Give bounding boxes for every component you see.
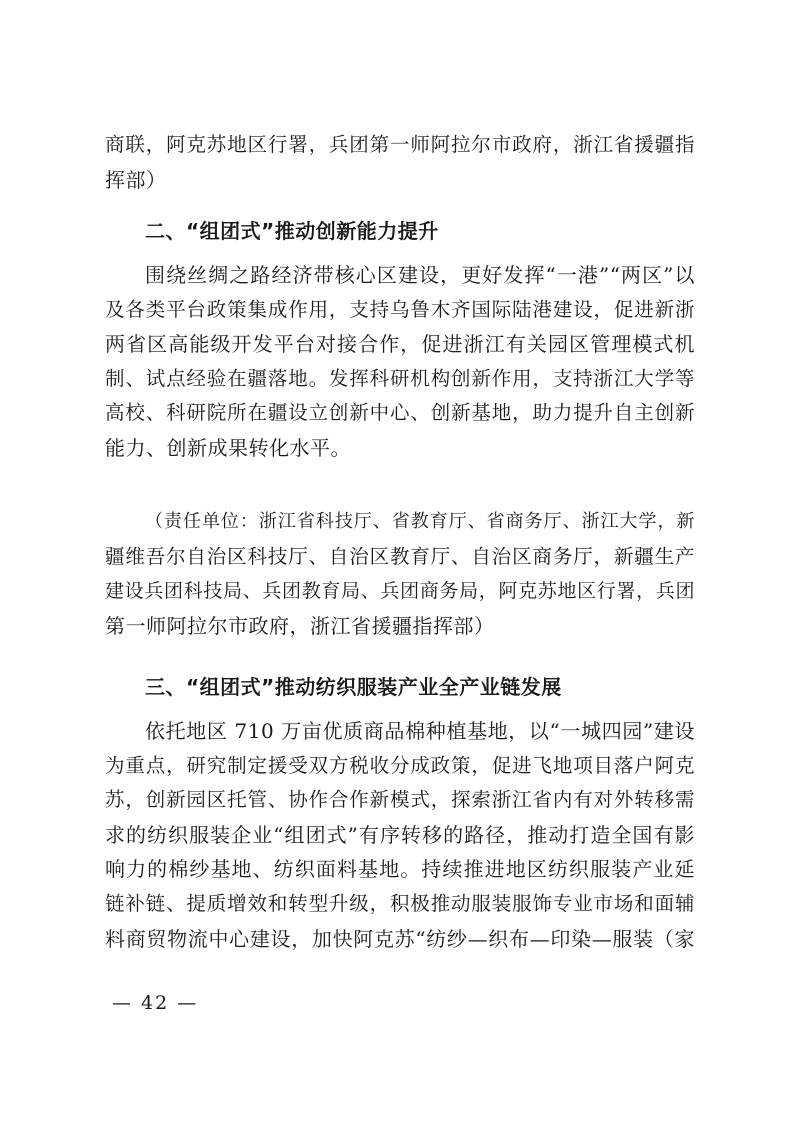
text-line: 两省区高能级开发平台对接合作，促进浙江有关园区管理模式机 — [105, 332, 695, 357]
section-2-heading — [105, 214, 695, 249]
text-line: 苏，创新园区托管、协作合作新模式，探索浙江省内有对外转移需 — [105, 788, 695, 812]
section-3-body — [105, 714, 695, 956]
paragraph-prev-tail — [105, 128, 695, 197]
text-line: 料商贸物流中心建设，加快阿克苏“纺纱—织布—印染—服装（家 — [105, 926, 695, 951]
section-2-body — [105, 258, 695, 466]
section-heading: 二、“组团式”推动创新能力提升 — [145, 219, 439, 243]
section-3-heading — [105, 670, 695, 705]
text-line: 高校、科研院所在疆设立创新中心、创新基地，助力提升自主创新 — [105, 401, 695, 425]
text-line: 围绕丝绸之路经济带核心区建设，更好发挥“一港”“两区”以 — [145, 263, 695, 287]
text-line: 求的纺织服装企业“组团式”有序转移的路径，推动打造全国有影 — [105, 822, 695, 847]
page-number: — 42 — — [112, 992, 199, 1014]
text-line: 响力的棉纱基地、纺织面料基地。持续推进地区纺织服装产业延 — [105, 857, 695, 882]
text-line: 建设兵团科技局、兵团教育局、兵团商务局，阿克苏地区行署，兵团 — [105, 580, 695, 603]
text-line: 挥部） — [105, 167, 167, 192]
text-line: 疆维吾尔自治区科技厅、自治区教育厅、自治区商务厅，新疆生产 — [105, 544, 695, 568]
text-line: 及各类平台政策集成作用，支持乌鲁木齐国际陆港建设，促进新浙 — [105, 297, 695, 321]
text-line: 商联，阿克苏地区行署，兵团第一师阿拉尔市政府，浙江省援疆指 — [105, 133, 695, 156]
text-line: 制、试点经验在疆落地。发挥科研机构创新作用，支持浙江大学等 — [105, 366, 695, 390]
section-heading: 三、“组团式”推动纺织服装产业全产业链发展 — [145, 675, 562, 699]
text-line: （责任单位：浙江省科技厅、省教育厅、省商务厅、浙江大学，新 — [145, 511, 695, 532]
section-2-responsibility — [105, 505, 695, 643]
text-line: 能力、创新成果转化水平。 — [105, 435, 351, 460]
text-line: 为重点，研究制定援受双方税收分成政策，促进飞地项目落户阿克 — [105, 753, 695, 777]
text-line: 第一师阿拉尔市政府，浙江省援疆指挥部） — [105, 613, 495, 638]
text-line: 链补链、提质增效和转型升级，积极推动服装服饰专业市场和面辅 — [105, 891, 695, 915]
text-line: 依托地区 710 万亩优质商品棉种植基地，以“一城四园”建设 — [145, 719, 695, 743]
